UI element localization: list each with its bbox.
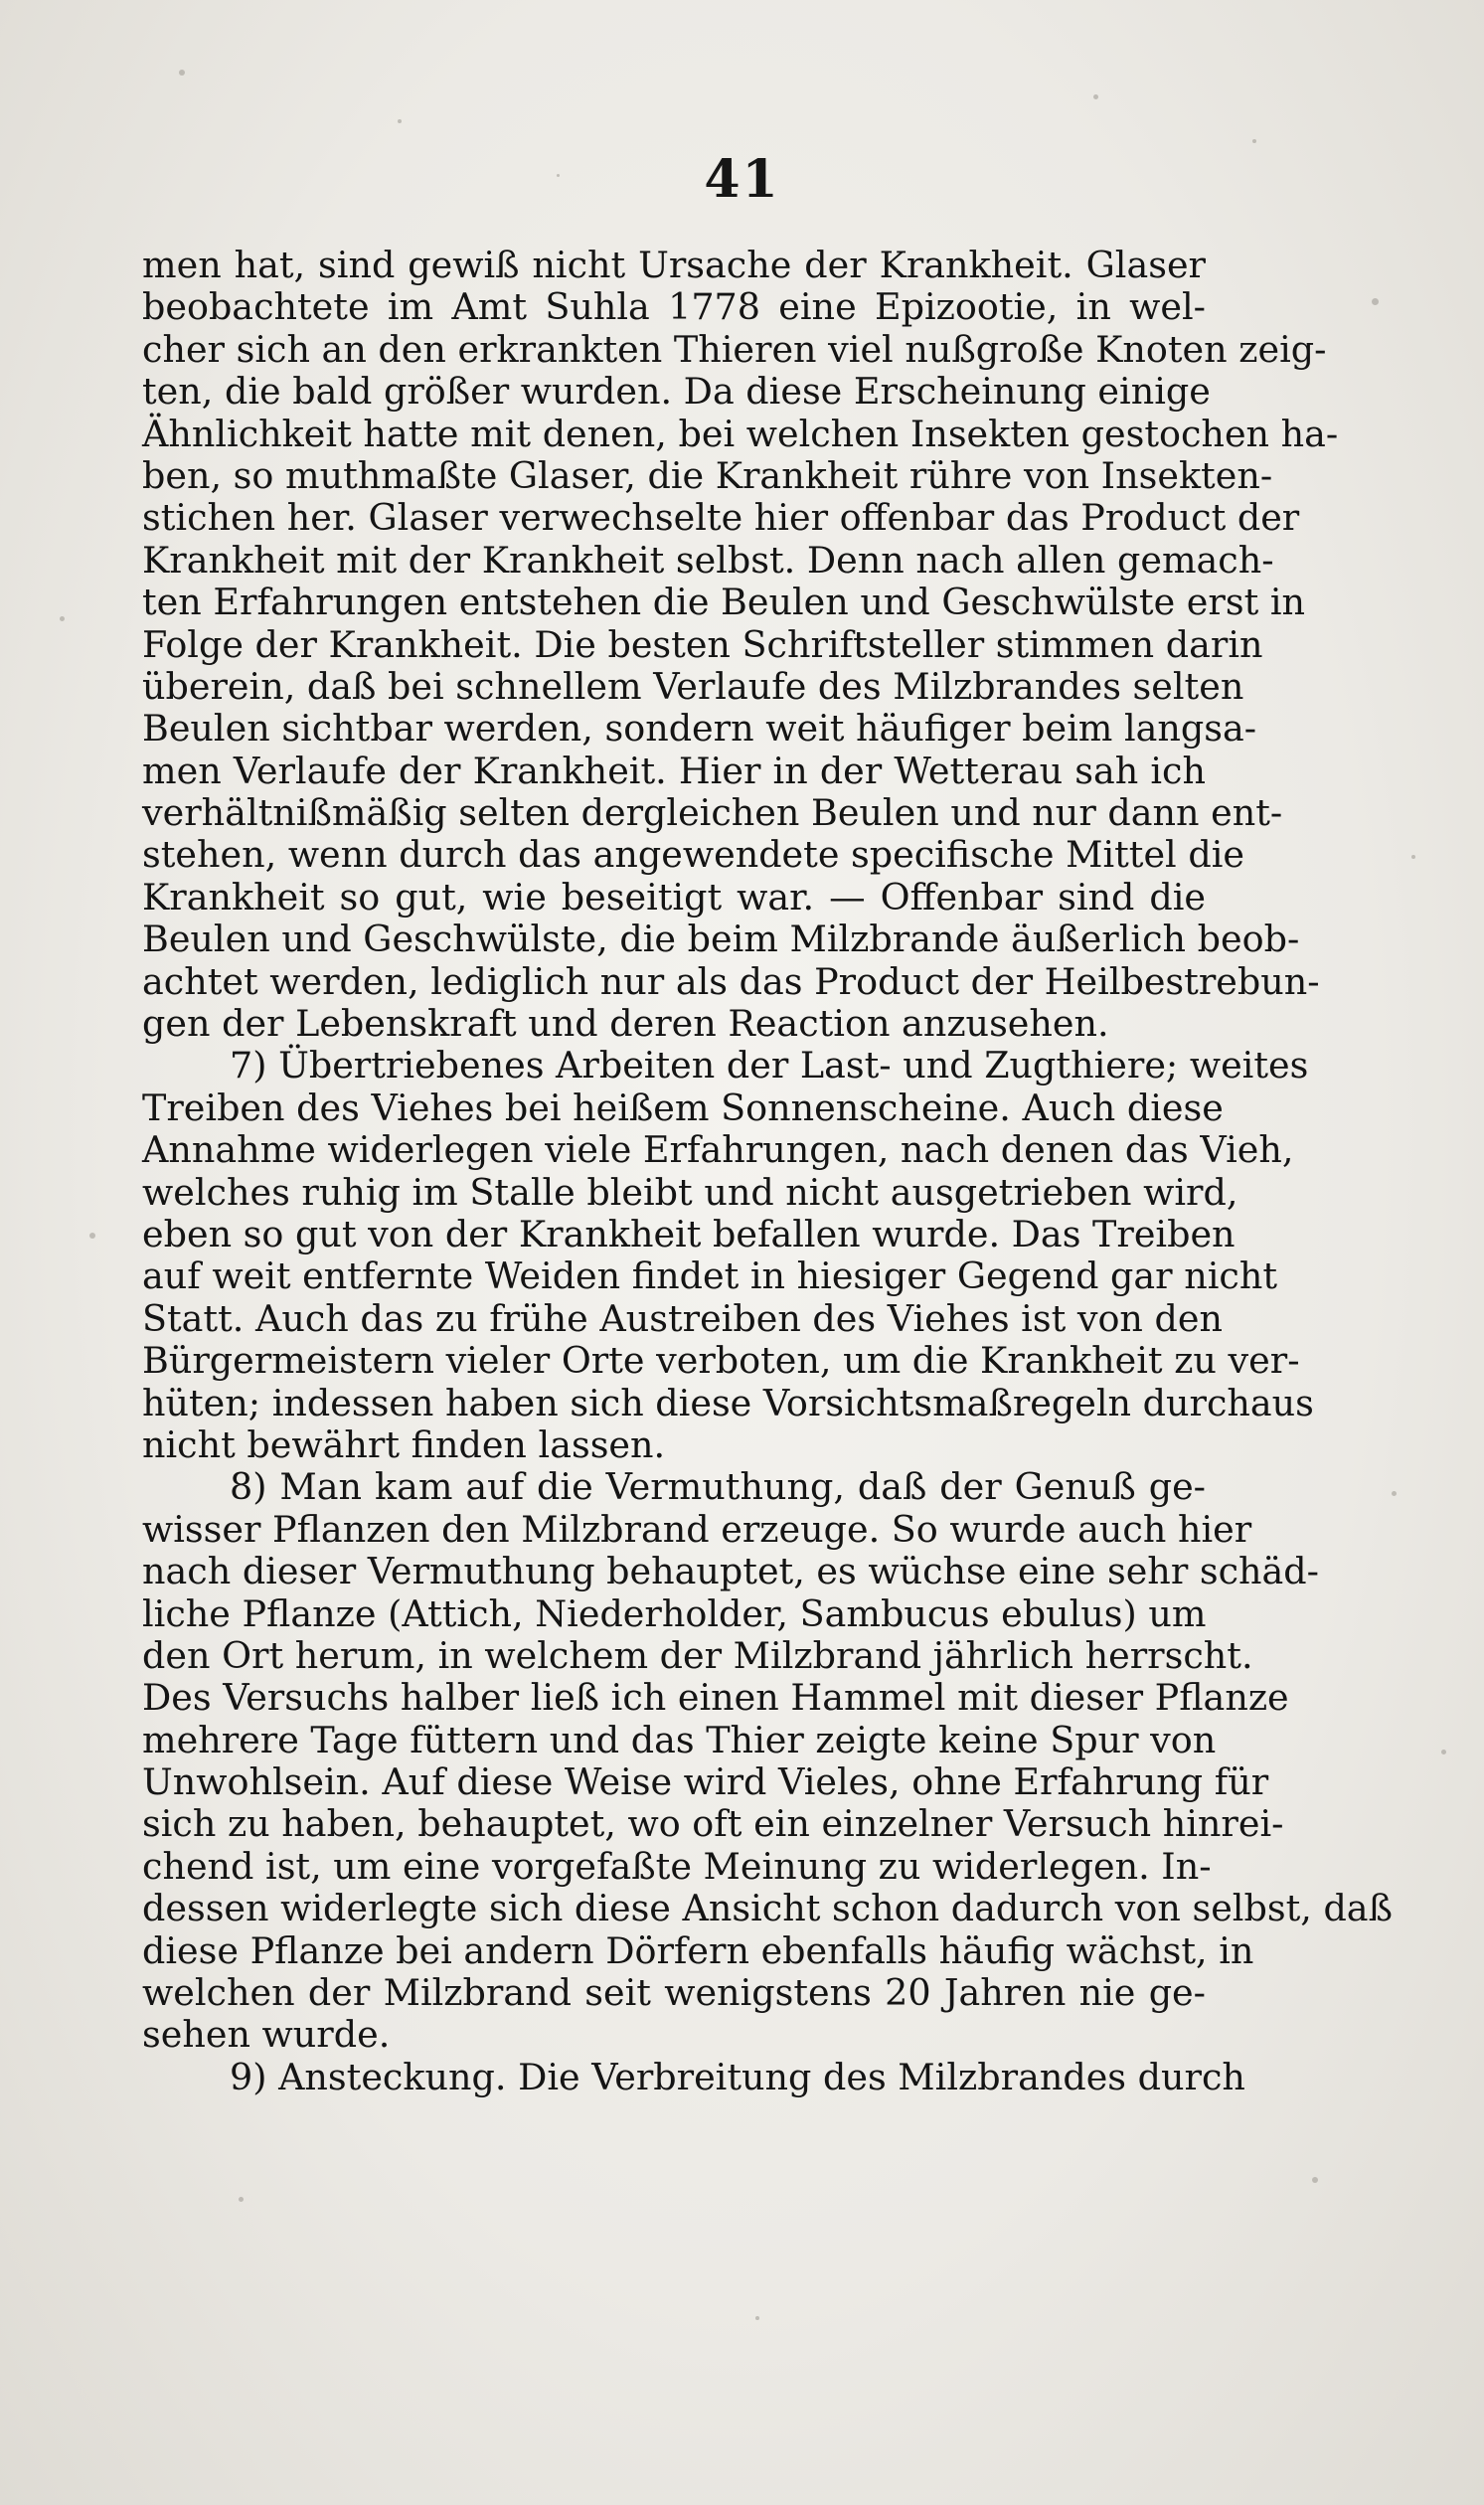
text-line: chend ist, um eine vorgefaßte Meinung zu widerlegen. In-	[142, 1844, 1212, 1888]
text-line: mehrere Tage füttern und das Thier zeigte keine Spur von	[142, 1718, 1217, 1761]
text-line: diese Pflanze bei andern Dörfern ebenfalls häufig wächst, in	[142, 1928, 1254, 1972]
text-line: ten, die bald größer wurden. Da diese Erscheinung einige	[142, 370, 1211, 414]
text-line: Beulen und Geschwülste, die beim Milzbrande äußerlich beob-	[142, 918, 1300, 961]
paper-speck	[89, 1233, 95, 1239]
text-line: Krankheit mit der Krankheit selbst. Denn nach allen gemach-	[142, 538, 1274, 582]
text-line: hüten; indessen haben sich diese Vorsichtsmaßregeln durchaus	[142, 1381, 1314, 1424]
text-line: 7) Übertriebenes Arbeiten der Last- und Zugthiere; weites	[230, 1044, 1309, 1087]
text-line: achtet werden, lediglich nur als das Product der Heilbestrebun-	[142, 959, 1320, 1003]
text-line: Beulen sichtbar werden, sondern weit häufiger beim langsa-	[142, 707, 1257, 751]
paper-speck	[557, 174, 560, 177]
text-line: sehen wurde.	[142, 2013, 391, 2057]
text-line: ten Erfahrungen entstehen die Beulen und Geschwülste erst in	[142, 581, 1306, 624]
page-number: 41	[704, 149, 780, 210]
paper-speck	[1411, 855, 1415, 859]
text-line: Statt. Auch das zu frühe Austreiben des Viehes ist von den	[142, 1296, 1224, 1340]
text-line: Treiben des Viehes bei heißem Sonnenscheine. Auch diese	[142, 1086, 1224, 1129]
paper-speck	[1372, 298, 1379, 305]
text-line: eben so gut von der Krankheit befallen wurde. Das Treiben	[142, 1212, 1236, 1255]
paper-speck	[1093, 94, 1098, 99]
text-line: auf weit entfernte Weiden findet in hiesiger Gegend gar nicht	[142, 1254, 1278, 1298]
paper-speck	[1312, 2177, 1318, 2183]
text-line: men hat, sind gewiß nicht Ursache der Krankheit. Glaser	[142, 244, 1206, 286]
text-line: men Verlaufe der Krankheit. Hier in der Wetterau sah ich	[142, 749, 1206, 792]
paper-speck	[1392, 1491, 1397, 1496]
text-line: nicht bewährt finden lassen.	[142, 1422, 666, 1466]
text-line: welchen der Milzbrand seit wenigstens 20 Jahren nie ge-	[142, 1971, 1206, 2015]
text-line: 9) Ansteckung. Die Verbreitung des Milzbrandes durch	[230, 2055, 1245, 2098]
body-text	[142, 244, 1393, 2098]
text-line: liche Pflanze (Attich, Niederholder, Sambucus ebulus) um	[142, 1591, 1207, 1635]
text-line: Bürgermeistern vieler Orte verboten, um die Krankheit zu ver-	[142, 1339, 1300, 1383]
text-line: nach dieser Vermuthung behauptet, es wüchse eine sehr schäd-	[142, 1550, 1320, 1593]
text-line: ben, so muthmaßte Glaser, die Krankheit rühre von Insekten-	[142, 453, 1273, 497]
text-line: beobachtete im Amt Suhla 1778 eine Epizootie, in wel-	[142, 285, 1206, 329]
paper-speck	[60, 616, 65, 621]
text-line: 8) Man kam auf die Vermuthung, daß der Genuß ge-	[230, 1465, 1206, 1509]
text-line: stehen, wenn durch das angewendete specifische Mittel die	[142, 833, 1244, 877]
text-line: den Ort herum, in welchem der Milzbrand jährlich herrscht.	[142, 1633, 1253, 1677]
paper-speck	[179, 70, 185, 76]
text-line: Folge der Krankheit. Die besten Schriftsteller stimmen darin	[142, 622, 1263, 666]
text-line: überein, daß bei schnellem Verlaufe des Milzbrandes selten	[142, 664, 1244, 708]
text-line: dessen widerlegte sich diese Ansicht schon dadurch von selbst, daß	[142, 1887, 1393, 1930]
text-line: Ähnlichkeit hatte mit denen, bei welchen Insekten gestochen ha-	[142, 412, 1339, 455]
text-line: verhältnißmäßig selten dergleichen Beulen und nur dann ent-	[142, 791, 1283, 835]
text-line: stichen her. Glaser verwechselte hier offenbar das Product der	[142, 496, 1300, 540]
paper-speck	[755, 2316, 759, 2320]
paper-speck	[1441, 1750, 1446, 1754]
text-line: sich zu haben, behauptet, wo oft ein einzelner Versuch hinrei-	[142, 1802, 1284, 1846]
text-line: welches ruhig im Stalle bleibt und nicht ausgetrieben wird,	[142, 1170, 1238, 1214]
text-line: Annahme widerlegen viele Erfahrungen, nach denen das Vieh,	[142, 1128, 1294, 1172]
text-line: cher sich an den erkrankten Thieren viel nußgroße Knoten zeig-	[142, 327, 1327, 371]
text-line: wisser Pflanzen den Milzbrand erzeuge. So wurde auch hier	[142, 1507, 1252, 1551]
paper-speck	[1252, 139, 1256, 143]
text-line: Des Versuchs halber ließ ich einen Hammel mit dieser Pflanze	[142, 1676, 1289, 1720]
paper-speck	[239, 2197, 244, 2202]
text-line: gen der Lebenskraft und deren Reaction anzusehen.	[142, 1002, 1109, 1046]
text-line: Unwohlsein. Auf diese Weise wird Vieles, ohne Erfahrung für	[142, 1760, 1269, 1804]
paper-speck	[398, 119, 402, 123]
text-line: Krankheit so gut, wie beseitigt war. — Offenbar sind die	[142, 875, 1206, 918]
